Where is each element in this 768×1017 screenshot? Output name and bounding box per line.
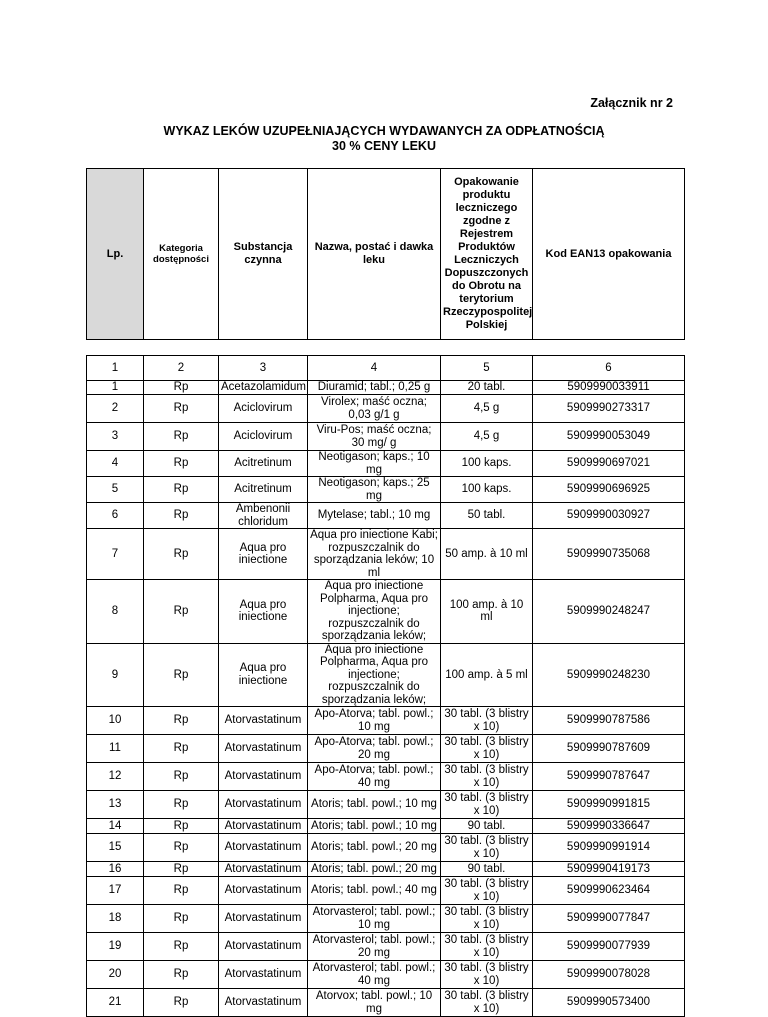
table-row — [87, 477, 685, 503]
cell-opakowanie: 50 tabl. — [441, 503, 533, 529]
column-number: 4 — [308, 356, 441, 381]
cell-opakowanie: 30 tabl. (3 blistry x 10) — [441, 735, 533, 763]
cell-lp: 16 — [87, 862, 144, 877]
cell-kategoria: Rp — [144, 989, 219, 1017]
cell-kategoria: Rp — [144, 819, 219, 834]
cell-substancja: Acitretinum — [219, 477, 308, 503]
cell-kategoria: Rp — [144, 477, 219, 503]
header-opakowanie: Opakowanie produktu leczniczego zgodne z Rejestrem Produktów Leczniczych Dopuszczonych do Obrotu na terytorium Rzeczypospolitej Polskiej — [441, 169, 533, 340]
table-row — [87, 381, 685, 395]
cell-opakowanie: 100 kaps. — [441, 451, 533, 477]
cell-nazwa: Atorvasterol; tabl. powl.; 10 mg — [308, 905, 441, 933]
cell-ean: 5909990697021 — [533, 451, 685, 477]
cell-substancja: Atorvastatinum — [219, 905, 308, 933]
table-row — [87, 395, 685, 423]
table-row — [87, 707, 685, 735]
header-substancja: Substancja czynna — [219, 169, 308, 340]
table-row — [87, 423, 685, 451]
cell-lp: 17 — [87, 877, 144, 905]
cell-substancja: Aqua pro iniectione — [219, 580, 308, 644]
cell-kategoria: Rp — [144, 834, 219, 862]
cell-substancja: Atorvastatinum — [219, 862, 308, 877]
cell-kategoria: Rp — [144, 503, 219, 529]
cell-substancja: Atorvastatinum — [219, 933, 308, 961]
cell-ean: 5909990077939 — [533, 933, 685, 961]
cell-lp: 4 — [87, 451, 144, 477]
cell-substancja: Aciclovirum — [219, 423, 308, 451]
cell-ean: 5909990991914 — [533, 834, 685, 862]
cell-lp: 5 — [87, 477, 144, 503]
cell-lp: 14 — [87, 819, 144, 834]
cell-substancja: Atorvastatinum — [219, 961, 308, 989]
table-row — [87, 503, 685, 529]
cell-kategoria: Rp — [144, 877, 219, 905]
cell-opakowanie: 30 tabl. (3 blistry x 10) — [441, 905, 533, 933]
cell-substancja: Atorvastatinum — [219, 791, 308, 819]
cell-lp: 20 — [87, 961, 144, 989]
cell-nazwa: Aqua pro iniectione Kabi; rozpuszczalnik do sporządzania leków; 10 ml — [308, 529, 441, 580]
header-kategoria: Kategoria dostępności — [144, 169, 219, 340]
title-line-2: 30 % CENY LEKU — [332, 139, 436, 153]
cell-nazwa: Neotigason; kaps.; 10 mg — [308, 451, 441, 477]
header-ean: Kod EAN13 opakowania — [533, 169, 685, 340]
cell-nazwa: Virolex; maść oczna; 0,03 g/1 g — [308, 395, 441, 423]
cell-lp: 2 — [87, 395, 144, 423]
cell-opakowanie: 30 tabl. (3 blistry x 10) — [441, 834, 533, 862]
cell-substancja: Atorvastatinum — [219, 763, 308, 791]
header-table — [86, 168, 685, 340]
table-row — [87, 819, 685, 834]
cell-substancja: Atorvastatinum — [219, 707, 308, 735]
cell-lp: 6 — [87, 503, 144, 529]
cell-opakowanie: 4,5 g — [441, 423, 533, 451]
cell-kategoria: Rp — [144, 580, 219, 644]
cell-substancja: Atorvastatinum — [219, 819, 308, 834]
cell-ean: 5909990573400 — [533, 989, 685, 1017]
cell-substancja: Aqua pro iniectione — [219, 643, 308, 707]
cell-opakowanie: 30 tabl. (3 blistry x 10) — [441, 877, 533, 905]
cell-opakowanie: 100 amp. à 10 ml — [441, 580, 533, 644]
cell-lp: 3 — [87, 423, 144, 451]
cell-substancja: Acetazolamidum — [219, 381, 308, 395]
cell-ean: 5909990078028 — [533, 961, 685, 989]
cell-substancja: Atorvastatinum — [219, 877, 308, 905]
cell-nazwa: Atoris; tabl. powl.; 10 mg — [308, 819, 441, 834]
column-number: 6 — [533, 356, 685, 381]
cell-opakowanie: 30 tabl. (3 blistry x 10) — [441, 961, 533, 989]
column-number: 1 — [87, 356, 144, 381]
cell-lp: 9 — [87, 643, 144, 707]
cell-nazwa: Apo-Atorva; tabl. powl.; 20 mg — [308, 735, 441, 763]
cell-ean: 5909990787586 — [533, 707, 685, 735]
cell-lp: 19 — [87, 933, 144, 961]
cell-nazwa: Atorvasterol; tabl. powl.; 40 mg — [308, 961, 441, 989]
cell-kategoria: Rp — [144, 735, 219, 763]
data-table — [86, 355, 685, 1017]
cell-kategoria: Rp — [144, 961, 219, 989]
cell-ean: 5909990273317 — [533, 395, 685, 423]
cell-ean: 5909990033911 — [533, 381, 685, 395]
cell-kategoria: Rp — [144, 529, 219, 580]
column-number: 3 — [219, 356, 308, 381]
cell-lp: 11 — [87, 735, 144, 763]
column-number: 5 — [441, 356, 533, 381]
cell-opakowanie: 20 tabl. — [441, 381, 533, 395]
cell-nazwa: Aqua pro iniectione Polpharma, Aqua pro injectione; rozpuszczalnik do sporządzania leków; — [308, 580, 441, 644]
header-lp: Lp. — [87, 169, 144, 340]
cell-lp: 8 — [87, 580, 144, 644]
cell-kategoria: Rp — [144, 791, 219, 819]
column-number: 2 — [144, 356, 219, 381]
table-row — [87, 791, 685, 819]
cell-kategoria: Rp — [144, 862, 219, 877]
cell-nazwa: Atorvasterol; tabl. powl.; 20 mg — [308, 933, 441, 961]
table-row — [87, 933, 685, 961]
cell-lp: 13 — [87, 791, 144, 819]
cell-kategoria: Rp — [144, 905, 219, 933]
cell-opakowanie: 100 kaps. — [441, 477, 533, 503]
cell-ean: 5909990053049 — [533, 423, 685, 451]
cell-kategoria: Rp — [144, 763, 219, 791]
cell-lp: 15 — [87, 834, 144, 862]
cell-nazwa: Atorvox; tabl. powl.; 10 mg — [308, 989, 441, 1017]
cell-kategoria: Rp — [144, 643, 219, 707]
header-nazwa: Nazwa, postać i dawka leku — [308, 169, 441, 340]
cell-ean: 5909990735068 — [533, 529, 685, 580]
cell-lp: 21 — [87, 989, 144, 1017]
table-row — [87, 905, 685, 933]
cell-ean: 5909990419173 — [533, 862, 685, 877]
cell-nazwa: Atoris; tabl. powl.; 10 mg — [308, 791, 441, 819]
cell-ean: 5909990991815 — [533, 791, 685, 819]
cell-kategoria: Rp — [144, 451, 219, 477]
cell-nazwa: Viru-Pos; maść oczna; 30 mg/ g — [308, 423, 441, 451]
cell-opakowanie: 100 amp. à 5 ml — [441, 643, 533, 707]
cell-kategoria: Rp — [144, 423, 219, 451]
cell-substancja: Atorvastatinum — [219, 735, 308, 763]
cell-nazwa: Aqua pro iniectione Polpharma, Aqua pro injectione; rozpuszczalnik do sporządzania leków; — [308, 643, 441, 707]
cell-opakowanie: 30 tabl. (3 blistry x 10) — [441, 791, 533, 819]
cell-opakowanie: 90 tabl. — [441, 862, 533, 877]
cell-opakowanie: 30 tabl. (3 blistry x 10) — [441, 763, 533, 791]
cell-substancja: Aqua pro iniectione — [219, 529, 308, 580]
cell-ean: 5909990623464 — [533, 877, 685, 905]
cell-substancja: Acitretinum — [219, 451, 308, 477]
cell-opakowanie: 90 tabl. — [441, 819, 533, 834]
cell-substancja: Ambenonii chloridum — [219, 503, 308, 529]
cell-opakowanie: 30 tabl. (3 blistry x 10) — [441, 933, 533, 961]
cell-nazwa: Neotigason; kaps.; 25 mg — [308, 477, 441, 503]
table-row — [87, 834, 685, 862]
column-number-row — [87, 356, 685, 381]
cell-substancja: Atorvastatinum — [219, 989, 308, 1017]
table-row — [87, 735, 685, 763]
cell-ean: 5909990077847 — [533, 905, 685, 933]
cell-substancja: Atorvastatinum — [219, 834, 308, 862]
cell-opakowanie: 50 amp. à 10 ml — [441, 529, 533, 580]
table-row — [87, 451, 685, 477]
cell-ean: 5909990787609 — [533, 735, 685, 763]
table-row — [87, 877, 685, 905]
cell-nazwa: Mytelase; tabl.; 10 mg — [308, 503, 441, 529]
title-line-1: WYKAZ LEKÓW UZUPEŁNIAJĄCYCH WYDAWANYCH ZA ODPŁATNOŚCIĄ — [163, 124, 605, 138]
table-row — [87, 989, 685, 1017]
table-row — [87, 961, 685, 989]
table-row — [87, 529, 685, 580]
cell-kategoria: Rp — [144, 707, 219, 735]
cell-kategoria: Rp — [144, 395, 219, 423]
cell-lp: 1 — [87, 381, 144, 395]
cell-nazwa: Atoris; tabl. powl.; 40 mg — [308, 877, 441, 905]
cell-opakowanie: 4,5 g — [441, 395, 533, 423]
annex-label: Załącznik nr 2 — [590, 96, 673, 110]
cell-ean: 5909990248230 — [533, 643, 685, 707]
cell-nazwa: Atoris; tabl. powl.; 20 mg — [308, 862, 441, 877]
cell-nazwa: Apo-Atorva; tabl. powl.; 40 mg — [308, 763, 441, 791]
cell-ean: 5909990248247 — [533, 580, 685, 644]
cell-kategoria: Rp — [144, 381, 219, 395]
table-row — [87, 763, 685, 791]
table-row — [87, 862, 685, 877]
cell-ean: 5909990787647 — [533, 763, 685, 791]
cell-ean: 5909990696925 — [533, 477, 685, 503]
cell-lp: 10 — [87, 707, 144, 735]
cell-lp: 7 — [87, 529, 144, 580]
cell-substancja: Aciclovirum — [219, 395, 308, 423]
document-title — [0, 124, 768, 154]
cell-kategoria: Rp — [144, 933, 219, 961]
cell-opakowanie: 30 tabl. (3 blistry x 10) — [441, 989, 533, 1017]
cell-ean: 5909990030927 — [533, 503, 685, 529]
cell-nazwa: Apo-Atorva; tabl. powl.; 10 mg — [308, 707, 441, 735]
table-row — [87, 580, 685, 644]
cell-opakowanie: 30 tabl. (3 blistry x 10) — [441, 707, 533, 735]
cell-ean: 5909990336647 — [533, 819, 685, 834]
cell-lp: 12 — [87, 763, 144, 791]
table-row — [87, 643, 685, 707]
cell-nazwa: Atoris; tabl. powl.; 20 mg — [308, 834, 441, 862]
cell-lp: 18 — [87, 905, 144, 933]
cell-nazwa: Diuramid; tabl.; 0,25 g — [308, 381, 441, 395]
